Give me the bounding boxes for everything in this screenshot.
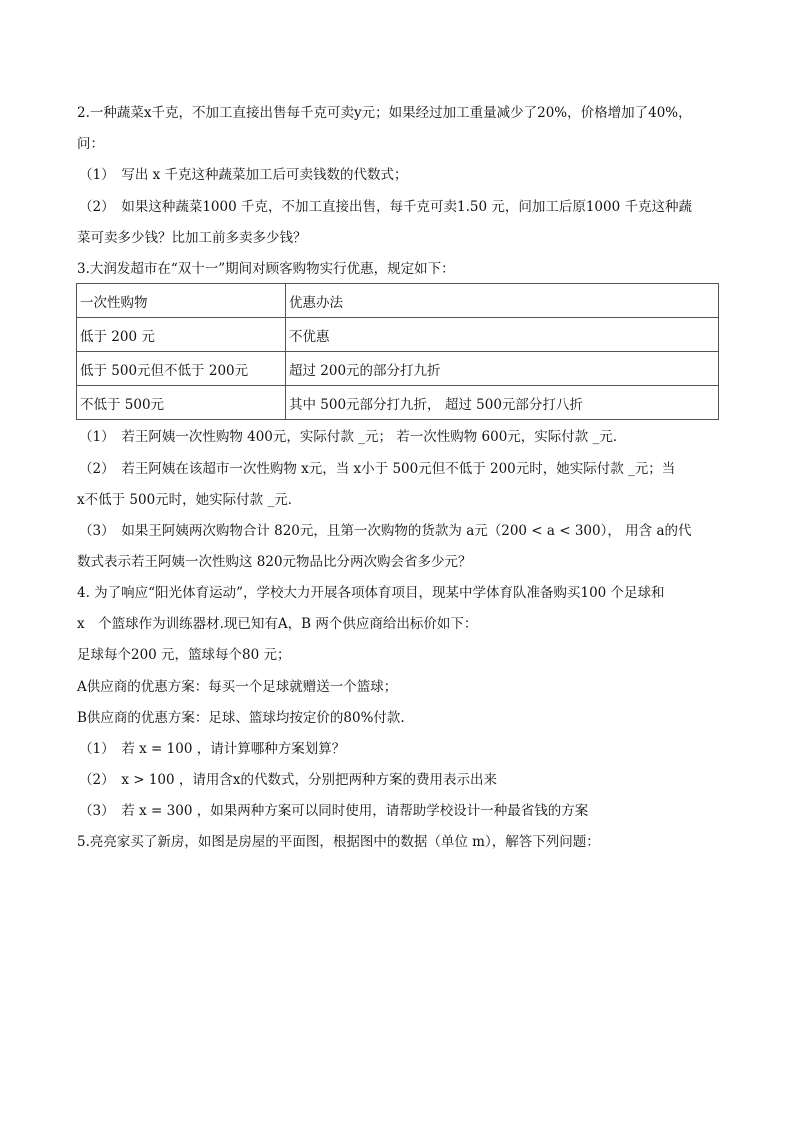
table-row <box>77 352 719 386</box>
q4-line4: A供应商的优惠方案：每买一个足球就赠送一个篮球； <box>77 679 398 695</box>
q4-line1: 4. 为了响应“阳光体育运动”，学校大力开展各项体育项目，现某中学体育队准备购买100 个足球和 <box>77 585 665 601</box>
q3-sub2-line2: x不低于 500元时，她实际付款 _元． <box>77 492 302 508</box>
table-cell: 低于 500元但不低于 200元 <box>77 352 286 386</box>
q4-line2: x 个篮球作为训练器材.现已知有A，B 两个供应商给出标价如下： <box>77 616 478 632</box>
table-header-cell: 优惠办法 <box>286 284 719 318</box>
table-header-cell: 一次性购物 <box>77 284 286 318</box>
q3-sub3-line2: 数式表示若王阿姨一次性购这 820元物品比分两次购会省多少元？ <box>77 554 472 570</box>
q2-line2: 问： <box>77 136 104 152</box>
table-cell: 不优惠 <box>286 318 719 352</box>
table-cell: 低于 200 元 <box>77 318 286 352</box>
table-cell: 不低于 500元 <box>77 386 286 420</box>
table-cell: 其中 500元部分打九折， 超过 500元部分打八折 <box>286 386 719 420</box>
q5-line1: 5.亮亮家买了新房，如图是房屋的平面图，根据图中的数据（单位 m），解答下列问题： <box>77 834 600 850</box>
discount-table <box>76 283 719 420</box>
q4-line3: 足球每个200 元，篮球每个80 元； <box>77 647 291 663</box>
q3-sub1: （1） 若王阿姨一次性购物 400元，实际付款 _元； 若一次性购物 600元，实际付款 _元． <box>79 429 627 445</box>
q2-sub2-line2: 菜可卖多少钱？比加工前多卖多少钱？ <box>77 230 307 246</box>
q3-sub3-line1: （3） 如果王阿姨两次购物合计 820元，且第一次购物的货款为 a元（200 < a < 300）， 用含 a的代 <box>79 523 692 539</box>
q4-sub2: （2） x > 100 ，请用含x的代数式，分别把两种方案的费用表示出来 <box>79 772 498 788</box>
q3-sub2-line1: （2） 若王阿姨在该超市一次性购物 x元，当 x小于 500元但不低于 200元时，她实际付款 _元；当 <box>79 461 676 477</box>
q2-line1: 2.一种蔬菜x千克，不加工直接出售每千克可卖y元；如果经过加工重量减少了20%，价格增加了40%， <box>77 105 692 121</box>
table-header-row <box>77 284 719 318</box>
table-row <box>77 386 719 420</box>
q3-intro: 3.大润发超市在“双十一”期间对顾客购物实行优惠，规定如下： <box>77 261 455 277</box>
q4-sub1: （1） 若 x = 100 ，请计算哪种方案划算？ <box>79 741 346 757</box>
table-row <box>77 318 719 352</box>
table-cell: 超过 200元的部分打九折 <box>286 352 719 386</box>
q2-sub2-line1: （2） 如果这种蔬菜1000 千克，不加工直接出售，每千克可卖1.50 元，问加工后原1000 千克这种蔬 <box>79 199 692 215</box>
q4-sub3: （3） 若 x = 300 ，如果两种方案可以同时使用，请帮助学校设计一种最省钱的方案 <box>79 803 589 819</box>
q2-sub1: （1） 写出 x 千克这种蔬菜加工后可卖钱数的代数式； <box>79 167 408 183</box>
q4-line5: B供应商的优惠方案：足球、篮球均按定价的80%付款. <box>77 710 405 726</box>
